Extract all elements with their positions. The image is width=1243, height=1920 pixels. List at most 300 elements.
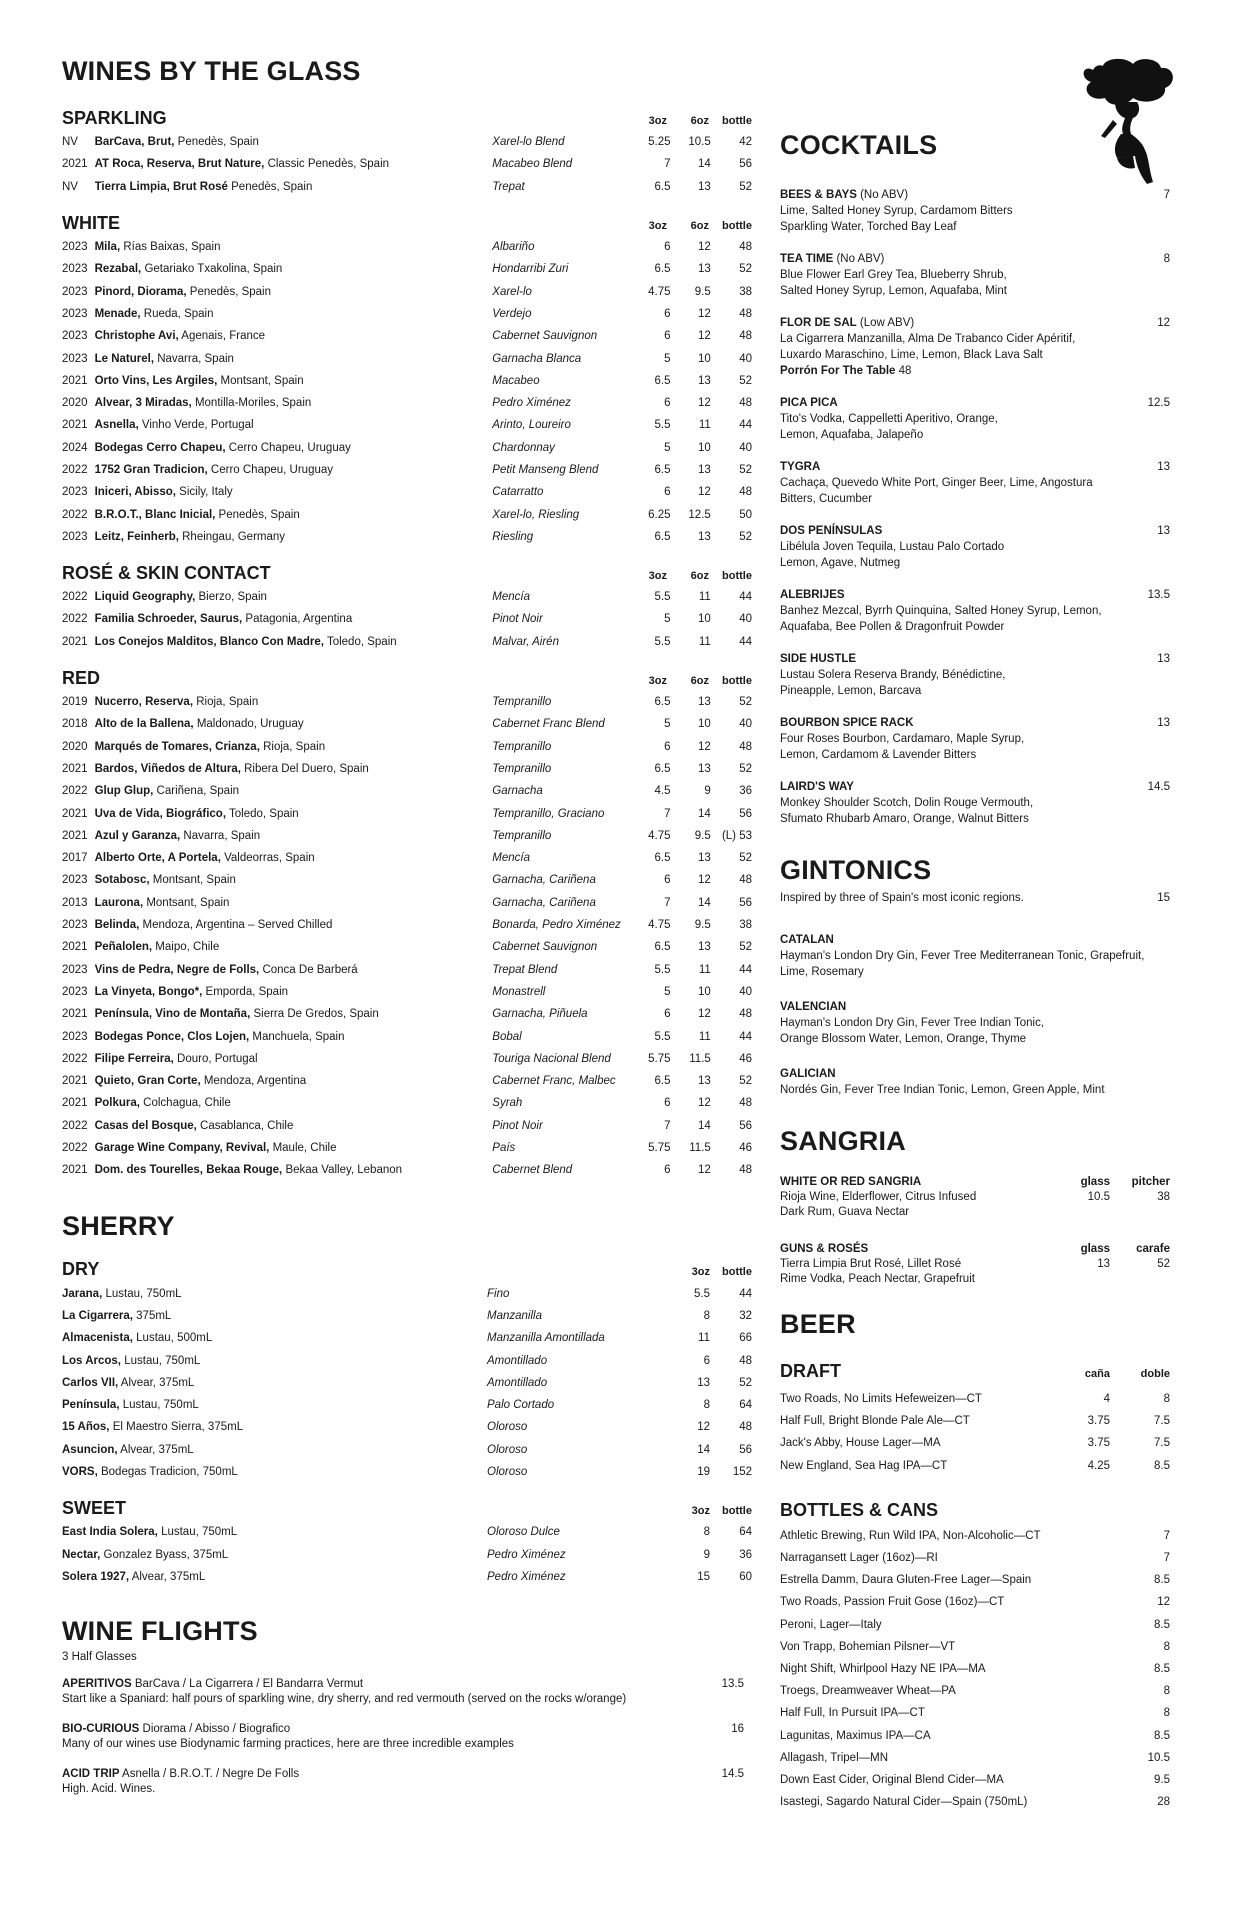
draft-row: [780, 1455, 1170, 1477]
porron-price: 48: [895, 365, 912, 377]
wine-row: [62, 1025, 752, 1047]
wine-name-cell: [95, 718, 493, 730]
price-6oz: 10: [697, 613, 711, 626]
price-6oz: 9.5: [694, 285, 711, 298]
price-bottle: 52: [739, 1075, 752, 1088]
price-3oz: 5.5: [654, 591, 671, 604]
gintonic-ingredients: Nordés Gin, Fever Tree Indian Tonic, Lemon, Green Apple, Mint: [780, 1084, 1105, 1096]
sangria-title: SANGRIA: [780, 1126, 906, 1156]
flight-title: [62, 1722, 290, 1737]
sherry-row: [62, 1416, 752, 1438]
wine-vintage: 2023: [62, 963, 88, 976]
bottle-row: [780, 1525, 1170, 1547]
price-6oz: 12: [697, 740, 711, 753]
wine-row: [62, 1159, 752, 1181]
wine-name-cell: [95, 136, 493, 148]
sherry-name-cell: [62, 1399, 487, 1411]
price-3oz: 6: [664, 486, 671, 499]
price-3oz: 6: [664, 1097, 671, 1110]
wine-origin: Cerro Chapeu, Uruguay: [207, 464, 334, 476]
wine-vintage: 2021: [62, 941, 88, 954]
cocktail-title: [780, 587, 845, 603]
wine-row: [62, 131, 752, 153]
left-column: [62, 58, 752, 1812]
wine-grape: Cabernet Franc, Malbec: [492, 1075, 616, 1088]
price-3oz: 5: [664, 985, 671, 998]
price-3oz: 6.25: [648, 508, 671, 521]
cocktail-name: DOS PENÍNSULAS: [780, 525, 883, 537]
cocktail-name: SIDE HUSTLE: [780, 653, 857, 665]
flight-item: [62, 1767, 752, 1797]
wine-origin: Montsant, Spain: [149, 874, 236, 887]
cocktails-title: COCKTAILS: [780, 130, 938, 160]
price-6oz: 9.5: [694, 919, 711, 932]
gintonic-ingredients: Orange Blossom Water, Lemon, Orange, Thyme: [780, 1033, 1027, 1045]
beer-price: 7: [1163, 1529, 1170, 1542]
flight-description: Start like a Spaniard: half pours of sparkling wine, dry sherry, and red vermouth (served on the rocks w/orange): [62, 1693, 627, 1706]
sherry-row: [62, 1372, 752, 1394]
sherry-name: Nectar,: [62, 1548, 101, 1561]
wine-vintage: 2023: [62, 241, 88, 254]
header-3oz: 3oz: [648, 570, 667, 583]
wine-row: [62, 1092, 752, 1114]
wine-name-cell: [95, 397, 493, 409]
price-3oz: 5: [664, 718, 671, 731]
draft-sizes: [1070, 1368, 1170, 1380]
price-3oz: 4.75: [648, 919, 671, 932]
price-bottle: 44: [739, 1287, 752, 1300]
wine-origin: Maipo, Chile: [152, 941, 220, 954]
price-6oz: 13: [697, 180, 711, 193]
wine-grape: Mencía: [492, 852, 530, 865]
wine-name-cell: [95, 808, 493, 820]
sherry-style: Pedro Ximénez: [487, 1548, 566, 1561]
price-6oz: 11.5: [689, 1052, 711, 1065]
header-bottle: bottle: [722, 1266, 752, 1279]
wine-origin: Rheingau, Germany: [178, 530, 286, 543]
price-3oz: 6.5: [654, 530, 671, 543]
sherry-name: Asuncion,: [62, 1443, 118, 1456]
wine-grape: Catarratto: [492, 486, 544, 499]
wine-name-cell: [95, 442, 493, 454]
wine-name: Azul y Garanza,: [94, 829, 181, 842]
beer-name: Athletic Brewing, Run Wild IPA, Non-Alcoholic—CT: [780, 1529, 1041, 1542]
header-bottle: bottle: [722, 674, 752, 687]
bottles-title: BOTTLES & CANS: [780, 1499, 939, 1520]
header-bottle: bottle: [722, 115, 752, 127]
price-6oz: 11: [698, 963, 711, 976]
price-6oz: 11: [698, 419, 711, 432]
wine-name: Liquid Geography,: [94, 591, 196, 604]
price-bottle: 40: [739, 718, 752, 731]
sherry-row: [62, 1394, 752, 1416]
sherry-detail: Lustau, 750mL: [157, 1526, 238, 1539]
cocktail-ingredients: Luxardo Maraschino, Lime, Lemon, Black Lava Salt: [780, 349, 1043, 361]
price-bottle: 64: [739, 1399, 752, 1412]
wine-vintage: 2021: [62, 807, 88, 820]
header-3oz: 3oz: [691, 1505, 710, 1518]
wine-grape: Syrah: [492, 1097, 523, 1110]
wine-name: Alto de la Ballena,: [94, 718, 194, 731]
wine-name: Le Naturel,: [94, 352, 155, 365]
gintonic-ingredients: Hayman's London Dry Gin, Fever Tree Mediterranean Tonic, Grapefruit,: [780, 950, 1145, 962]
wine-name: Uva de Vida, Biográfico,: [94, 807, 227, 820]
sherry-section-title: DRY: [62, 1259, 100, 1280]
price-6oz: 14: [697, 1119, 711, 1132]
price-3oz: 6.5: [654, 263, 671, 276]
price-bottle: 36: [739, 1548, 752, 1561]
sangria-price-2: 38: [1157, 1191, 1170, 1203]
wine-name-cell: [95, 919, 493, 931]
sherry-name-cell: [62, 1421, 487, 1433]
wine-row: [62, 608, 752, 630]
cocktail-ingredients: La Cigarrera Manzanilla, Alma De Trabanco Cider Apéritif,: [780, 333, 1076, 345]
price-bottle: 42: [739, 136, 752, 149]
header-6oz: 6oz: [690, 570, 709, 583]
bottle-row: [780, 1547, 1170, 1569]
wine-name-cell: [95, 486, 493, 498]
wine-name: Christophe Avi,: [94, 330, 179, 343]
wine-row: [62, 258, 752, 280]
wine-row: [62, 1115, 752, 1137]
size-headers: [631, 570, 752, 582]
wine-grape: Tempranillo: [492, 740, 552, 753]
wine-name: Vins de Pedra, Negre de Folls,: [94, 963, 260, 976]
cocktail-price: 12: [1157, 317, 1170, 329]
sherry-name-cell: [62, 1526, 487, 1538]
price-3oz: 4.75: [648, 285, 671, 298]
wine-origin: Bierzo, Spain: [195, 591, 267, 604]
wine-name: Tierra Limpia, Brut Rosé: [94, 180, 228, 193]
price-doble: 7.5: [1154, 1415, 1170, 1428]
draft-list: [780, 1388, 1170, 1477]
sherry-detail: Lustau, 500mL: [132, 1332, 213, 1345]
price-bottle: 48: [739, 330, 752, 343]
price-6oz: 13: [697, 1075, 711, 1088]
sherry-name: Almacenista,: [62, 1332, 133, 1345]
cocktail-price: 13.5: [1147, 589, 1170, 601]
wine-name: Glup Glup,: [94, 785, 154, 798]
price-3oz: 8: [703, 1309, 710, 1322]
wine-origin: Penedès, Spain: [174, 136, 259, 149]
wine-name: Península, Vino de Montaña,: [94, 1008, 251, 1021]
price-6oz: 13: [697, 374, 711, 387]
beer-name: Von Trapp, Bohemian Pilsner—VT: [780, 1640, 956, 1653]
price-3oz: 5.5: [654, 963, 671, 976]
wine-vintage: NV: [62, 180, 78, 193]
beer-name: Troegs, Dreamweaver Wheat—PA: [780, 1685, 956, 1698]
draft-row: [780, 1410, 1170, 1432]
sherry-row: [62, 1282, 752, 1304]
bottle-row: [780, 1724, 1170, 1746]
size-headers: [682, 1266, 752, 1278]
sherry-section: [62, 1256, 752, 1483]
sherry-detail: 375mL: [132, 1309, 172, 1322]
price-3oz: 7: [664, 158, 671, 171]
wine-row: [62, 1137, 752, 1159]
wine-vintage: 2021: [62, 829, 88, 842]
price-bottle: 48: [739, 1164, 752, 1177]
wine-section-title: WHITE: [62, 212, 120, 233]
wine-vintage: 2023: [62, 263, 88, 276]
cocktail-item: [780, 523, 1170, 571]
price-6oz: 12: [697, 330, 711, 343]
sherry-name-cell: [62, 1466, 487, 1478]
cana-header: caña: [1084, 1368, 1110, 1380]
wine-row: [62, 869, 752, 891]
price-3oz: 6: [664, 740, 671, 753]
price-bottle: 50: [739, 508, 752, 521]
price-doble: 7.5: [1154, 1437, 1170, 1450]
wine-row: [62, 914, 752, 936]
sherry-section-header: [62, 1256, 752, 1278]
sangria-size-1: glass: [1080, 1243, 1110, 1255]
price-bottle: 44: [739, 1030, 752, 1043]
wine-name: Sotabosc,: [94, 874, 150, 887]
cocktail-title: [780, 523, 882, 539]
beer-price: 9.5: [1154, 1773, 1170, 1786]
beer-price: 8.5: [1154, 1662, 1170, 1675]
price-6oz: 13: [697, 464, 711, 476]
sherry-style: Oloroso: [487, 1443, 528, 1456]
bottle-row: [780, 1614, 1170, 1636]
cocktail-top: [780, 651, 1170, 667]
wine-grape: Riesling: [492, 530, 534, 543]
wine-name-cell: [95, 763, 493, 775]
price-cana: 3.75: [1087, 1437, 1110, 1450]
wine-origin: Casablanca, Chile: [196, 1119, 294, 1132]
price-bottle: 36: [739, 785, 752, 798]
wine-row: [62, 1048, 752, 1070]
flights-list: [62, 1677, 752, 1797]
sherry-detail: Bodegas Tradicion, 750mL: [97, 1465, 238, 1478]
price-3oz: 5.5: [654, 1030, 671, 1043]
sherry-section-title: SWEET: [62, 1498, 127, 1519]
wine-name-cell: [95, 830, 493, 842]
price-cana: 3.75: [1087, 1415, 1110, 1428]
wine-origin: Toledo, Spain: [323, 635, 397, 648]
wine-name-cell: [95, 158, 493, 170]
wine-vintage: 2022: [62, 464, 88, 476]
price-3oz: 15: [697, 1570, 710, 1583]
cocktail-ingredients: Lemon, Cardamom & Lavender Bitters: [780, 749, 977, 761]
wine-name-cell: [95, 852, 493, 864]
price-bottle: 48: [739, 740, 752, 753]
price-bottle: 52: [739, 762, 752, 775]
cocktail-tag: (No ABV): [833, 253, 885, 265]
sangria-ingredients: Rime Vodka, Peach Nectar, Grapefruit: [780, 1273, 975, 1285]
price-bottle: 44: [739, 963, 752, 976]
beer-price: 8: [1163, 1640, 1170, 1653]
wine-name: Belinda,: [94, 919, 140, 932]
wine-origin: Emporda, Spain: [202, 985, 289, 998]
wine-vintage: 2021: [62, 419, 88, 432]
price-3oz: 6.5: [654, 762, 671, 775]
header-3oz: 3oz: [648, 674, 667, 687]
wine-row: [62, 414, 752, 436]
sherry-section: [62, 1495, 752, 1588]
cocktail-top: [780, 587, 1170, 603]
wine-grape: Xarel-lo Blend: [492, 136, 565, 149]
price-bottle: 60: [739, 1570, 752, 1583]
beer-title: BEER: [780, 1309, 856, 1339]
wine-name-cell: [95, 874, 493, 886]
wine-section: [62, 105, 752, 198]
wine-name: Familia Schroeder, Saurus,: [94, 613, 243, 626]
wine-row: [62, 370, 752, 392]
wine-section-title: SPARKLING: [62, 108, 167, 128]
price-3oz: 11: [698, 1332, 710, 1345]
sherry-style: Palo Cortado: [487, 1399, 555, 1412]
wine-grape: Bonarda, Pedro Ximénez: [492, 919, 621, 932]
wine-row: [62, 503, 752, 525]
cocktail-title: [780, 779, 854, 795]
flight-wines: Asnella / B.R.O.T. / Negre De Folls: [119, 1768, 300, 1781]
wine-name-cell: [95, 1031, 493, 1043]
sangria-size-2: carafe: [1136, 1243, 1170, 1255]
wine-grape: Tempranillo: [492, 696, 552, 709]
price-bottle: 48: [739, 486, 752, 499]
price-bottle: 40: [739, 352, 752, 365]
sherry-detail: Lustau, 750mL: [102, 1287, 182, 1300]
cocktail-price: 13: [1157, 461, 1170, 473]
wine-grape: Petit Manseng Blend: [492, 464, 599, 476]
price-bottle: 38: [739, 285, 752, 298]
beer-price: 8: [1163, 1707, 1170, 1720]
sangria-price-2: 52: [1157, 1258, 1170, 1270]
cocktail-title: [780, 187, 908, 203]
header-6oz: 6oz: [690, 674, 709, 687]
sangria-name: GUNS & ROSÉS: [780, 1243, 869, 1255]
cocktail-ingredients: Sfumato Rhubarb Amaro, Orange, Walnut Bitters: [780, 813, 1029, 825]
price-bottle: 56: [739, 896, 752, 909]
price-3oz: 6: [664, 397, 671, 410]
wine-row: [62, 936, 752, 958]
sherry-row: [62, 1521, 752, 1543]
wine-grape: Tempranillo: [492, 829, 552, 842]
wine-name-cell: [95, 1120, 493, 1132]
wines-title: WINES BY THE GLASS: [62, 56, 361, 86]
beer-name: Night Shift, Whirlpool Hazy NE IPA—MA: [780, 1662, 986, 1675]
gintonics-list: [780, 932, 1170, 1098]
cocktail-top: [780, 251, 1170, 267]
wine-origin: Sicily, Italy: [175, 486, 233, 499]
sherry-style: Amontillado: [487, 1354, 548, 1367]
gintonic-name: VALENCIAN: [780, 1001, 847, 1013]
wine-name-cell: [95, 286, 493, 298]
price-6oz: 12: [697, 486, 711, 499]
bottle-list: [780, 1525, 1170, 1813]
cocktail-ingredients: Sparkling Water, Torched Bay Leaf: [780, 221, 957, 233]
header-3oz: 3oz: [691, 1266, 710, 1279]
price-6oz: 10: [697, 718, 711, 731]
sherry-name: 15 Años,: [62, 1421, 110, 1434]
sherry-detail: El Maestro Sierra, 375mL: [109, 1421, 244, 1434]
price-bottle: 64: [739, 1526, 752, 1539]
wine-grape: País: [492, 1142, 516, 1155]
wine-name: Bodegas Cerro Chapeu,: [94, 441, 226, 454]
cocktail-name: LAIRD'S WAY: [780, 781, 854, 793]
wine-vintage: 2019: [62, 696, 88, 709]
beer-price: 8: [1163, 1685, 1170, 1698]
cocktail-item: [780, 779, 1170, 827]
price-bottle: 44: [739, 635, 752, 648]
beer-name: Half Full, In Pursuit IPA—CT: [780, 1707, 925, 1720]
wine-grape: Tempranillo: [492, 762, 552, 775]
wine-origin: Penedès, Spain: [186, 285, 272, 298]
wine-origin: Getariako Txakolina, Spain: [141, 263, 283, 276]
price-3oz: 12: [697, 1421, 710, 1434]
cocktail-title: [780, 459, 820, 475]
wine-name-cell: [95, 941, 493, 953]
sangria-line: [780, 1257, 1170, 1272]
price-3oz: 14: [697, 1443, 710, 1456]
cocktail-ingredients: Salted Honey Syrup, Lemon, Aquafaba, Mint: [780, 285, 1007, 297]
beer-name: Lagunitas, Maximus IPA—CA: [780, 1729, 931, 1742]
wine-name: La Vinyeta, Bongo*,: [94, 985, 203, 998]
cocktail-item: [780, 251, 1170, 299]
flight-top: [62, 1722, 752, 1737]
cocktail-item: [780, 315, 1170, 379]
price-3oz: 6.5: [654, 464, 671, 476]
cocktail-ingredients: Cachaça, Quevedo White Port, Ginger Beer, Lime, Angostura: [780, 477, 1093, 489]
flight-price: 14.5: [721, 1768, 744, 1781]
price-3oz: 6: [664, 307, 671, 320]
header-3oz: 3oz: [648, 115, 667, 127]
price-6oz: 13: [697, 530, 711, 543]
sangria-header: [780, 1242, 1170, 1257]
price-3oz: 13: [697, 1376, 710, 1389]
wine-origin: Patagonia, Argentina: [242, 613, 353, 626]
right-column: [780, 132, 1170, 1813]
beer-name: Allagash, Tripel—MN: [780, 1751, 889, 1764]
cocktail-item: [780, 587, 1170, 635]
cocktail-price: 8: [1163, 253, 1170, 265]
bottle-row: [780, 1591, 1170, 1613]
price-bottle: 66: [739, 1332, 752, 1345]
doble-header: doble: [1140, 1368, 1170, 1380]
cocktail-top: [780, 459, 1170, 475]
header-6oz: 6oz: [690, 219, 709, 232]
wine-vintage: 2021: [62, 158, 88, 171]
wine-row: [62, 526, 752, 548]
cocktail-name: PICA PICA: [780, 397, 838, 409]
price-3oz: 19: [697, 1465, 710, 1478]
price-bottle: 48: [739, 307, 752, 320]
wine-vintage: 2013: [62, 896, 88, 909]
sherry-row: [62, 1543, 752, 1565]
wine-section-header: [62, 560, 752, 582]
price-bottle: 48: [739, 397, 752, 410]
wine-name: Nucerro, Reserva,: [94, 696, 194, 709]
price-3oz: 5.75: [648, 1142, 671, 1155]
price-6oz: 13: [697, 941, 711, 954]
beer-name: Narragansett Lager (16oz)—RI: [780, 1552, 938, 1565]
wine-row: [62, 981, 752, 1003]
price-bottle: 48: [739, 1354, 752, 1367]
flight-wines: BarCava / La Cigarrera / El Bandarra Vermut: [131, 1678, 364, 1691]
wine-row: [62, 713, 752, 735]
gintonics-title: GINTONICS: [780, 855, 932, 885]
wine-row: [62, 1070, 752, 1092]
wine-name: AT Roca, Reserva, Brut Nature,: [94, 158, 265, 171]
price-6oz: 14: [697, 896, 711, 909]
sangria-list: [780, 1175, 1170, 1287]
wine-origin: Mendoza, Argentina: [200, 1075, 307, 1088]
price-bottle: 44: [739, 419, 752, 432]
wine-grape: Cabernet Blend: [492, 1164, 573, 1177]
gintonics-intro-row: [780, 892, 1170, 904]
